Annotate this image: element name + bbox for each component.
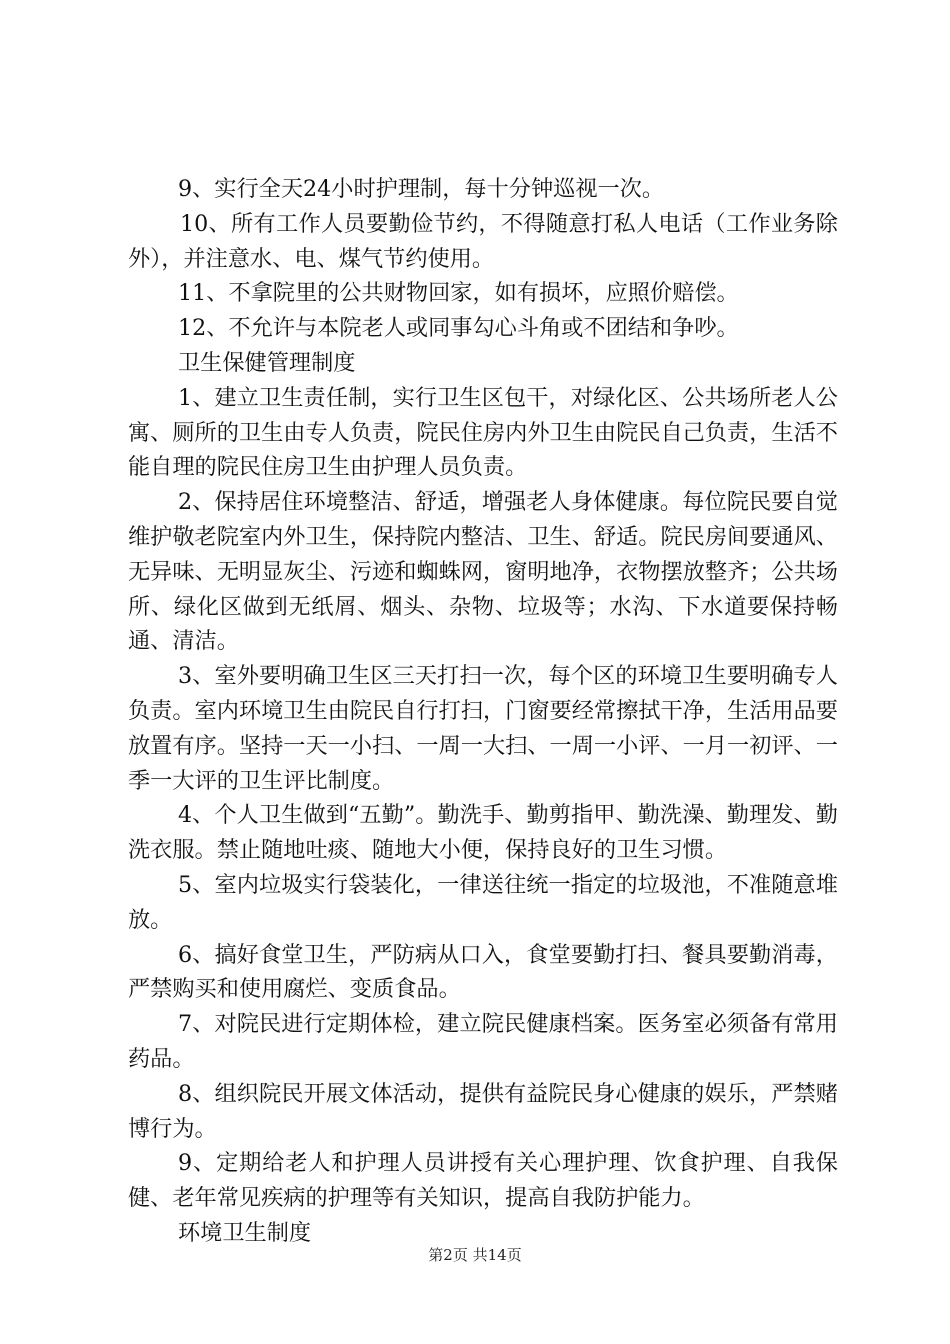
section-heading-health: 卫生保健管理制度 — [178, 349, 356, 376]
paragraph-11-property: 11、不拿院里的公共财物回家，如有损坏，应照价赔偿。 — [178, 280, 739, 307]
paragraph-12-conduct: 12、不允许与本院老人或同事勾心斗角或不团结和争吵。 — [178, 315, 739, 342]
page-footer: 第2页 共14页 — [428, 1246, 522, 1264]
health-rule-1: 1、建立卫生责任制，实行卫生区包干，对绿化区、公共场所老人公寓、厕所的卫生由专人负责，院民住房内外卫生由院民自己负责，生活不能自理的院民住房卫生由护理人员负责。 — [128, 384, 838, 481]
document-body — [128, 172, 838, 1251]
health-rule-5: 5、室内垃圾实行袋装化，一律送往统一指定的垃圾池，不准随意堆放。 — [128, 871, 838, 933]
health-rule-3: 3、室外要明确卫生区三天打扫一次，每个区的环境卫生要明确专人负责。室内环境卫生由院民自行打扫，门窗要经常擦拭干净，生活用品要放置有序。坚持一天一小扫、一周一大扫、一周一小评、一月一初评、一季一大评的卫生评比制度。 — [128, 663, 838, 794]
paragraph-10-thrift: 10、所有工作人员要勤俭节约，不得随意打私人电话（工作业务除外），并注意水、电、煤气节约使用。 — [128, 210, 838, 272]
paragraph-9-nursing-rounds: 9、实行全天24小时护理制，每十分钟巡视一次。 — [178, 176, 665, 202]
health-rule-6: 6、搞好食堂卫生，严防病从口入，食堂要勤打扫、餐具要勤消毒，严禁购买和使用腐烂、变质食品。 — [128, 941, 838, 1003]
health-rule-9: 9、定期给老人和护理人员讲授有关心理护理、饮食护理、自我保健、老年常见疾病的护理等有关知识，提高自我防护能力。 — [128, 1150, 838, 1212]
section-heading-environment: 环境卫生制度 — [178, 1219, 312, 1246]
health-rule-8: 8、组织院民开展文体活动，提供有益院民身心健康的娱乐，严禁赌博行为。 — [128, 1080, 838, 1142]
health-rule-7: 7、对院民进行定期体检，建立院民健康档案。医务室必须备有常用药品。 — [128, 1011, 838, 1072]
health-rule-4: 4、个人卫生做到“五勤”。勤洗手、勤剪指甲、勤洗澡、勤理发、勤洗衣服。禁止随地吐痰、随地大小便，保持良好的卫生习惯。 — [128, 802, 838, 864]
health-rule-2: 2、保持居住环境整洁、舒适，增强老人身体健康。每位院民要自觉维护敬老院室内外卫生，保持院内整洁、卫生、舒适。院民房间要通风、无异味、无明显灰尘、污迹和蜘蛛网，窗明地净，衣物摆放整齐；公共场所、绿化区做到无纸屑、烟头、杂物、垃圾等；水沟、下水道要保持畅通、清洁。 — [128, 489, 838, 655]
